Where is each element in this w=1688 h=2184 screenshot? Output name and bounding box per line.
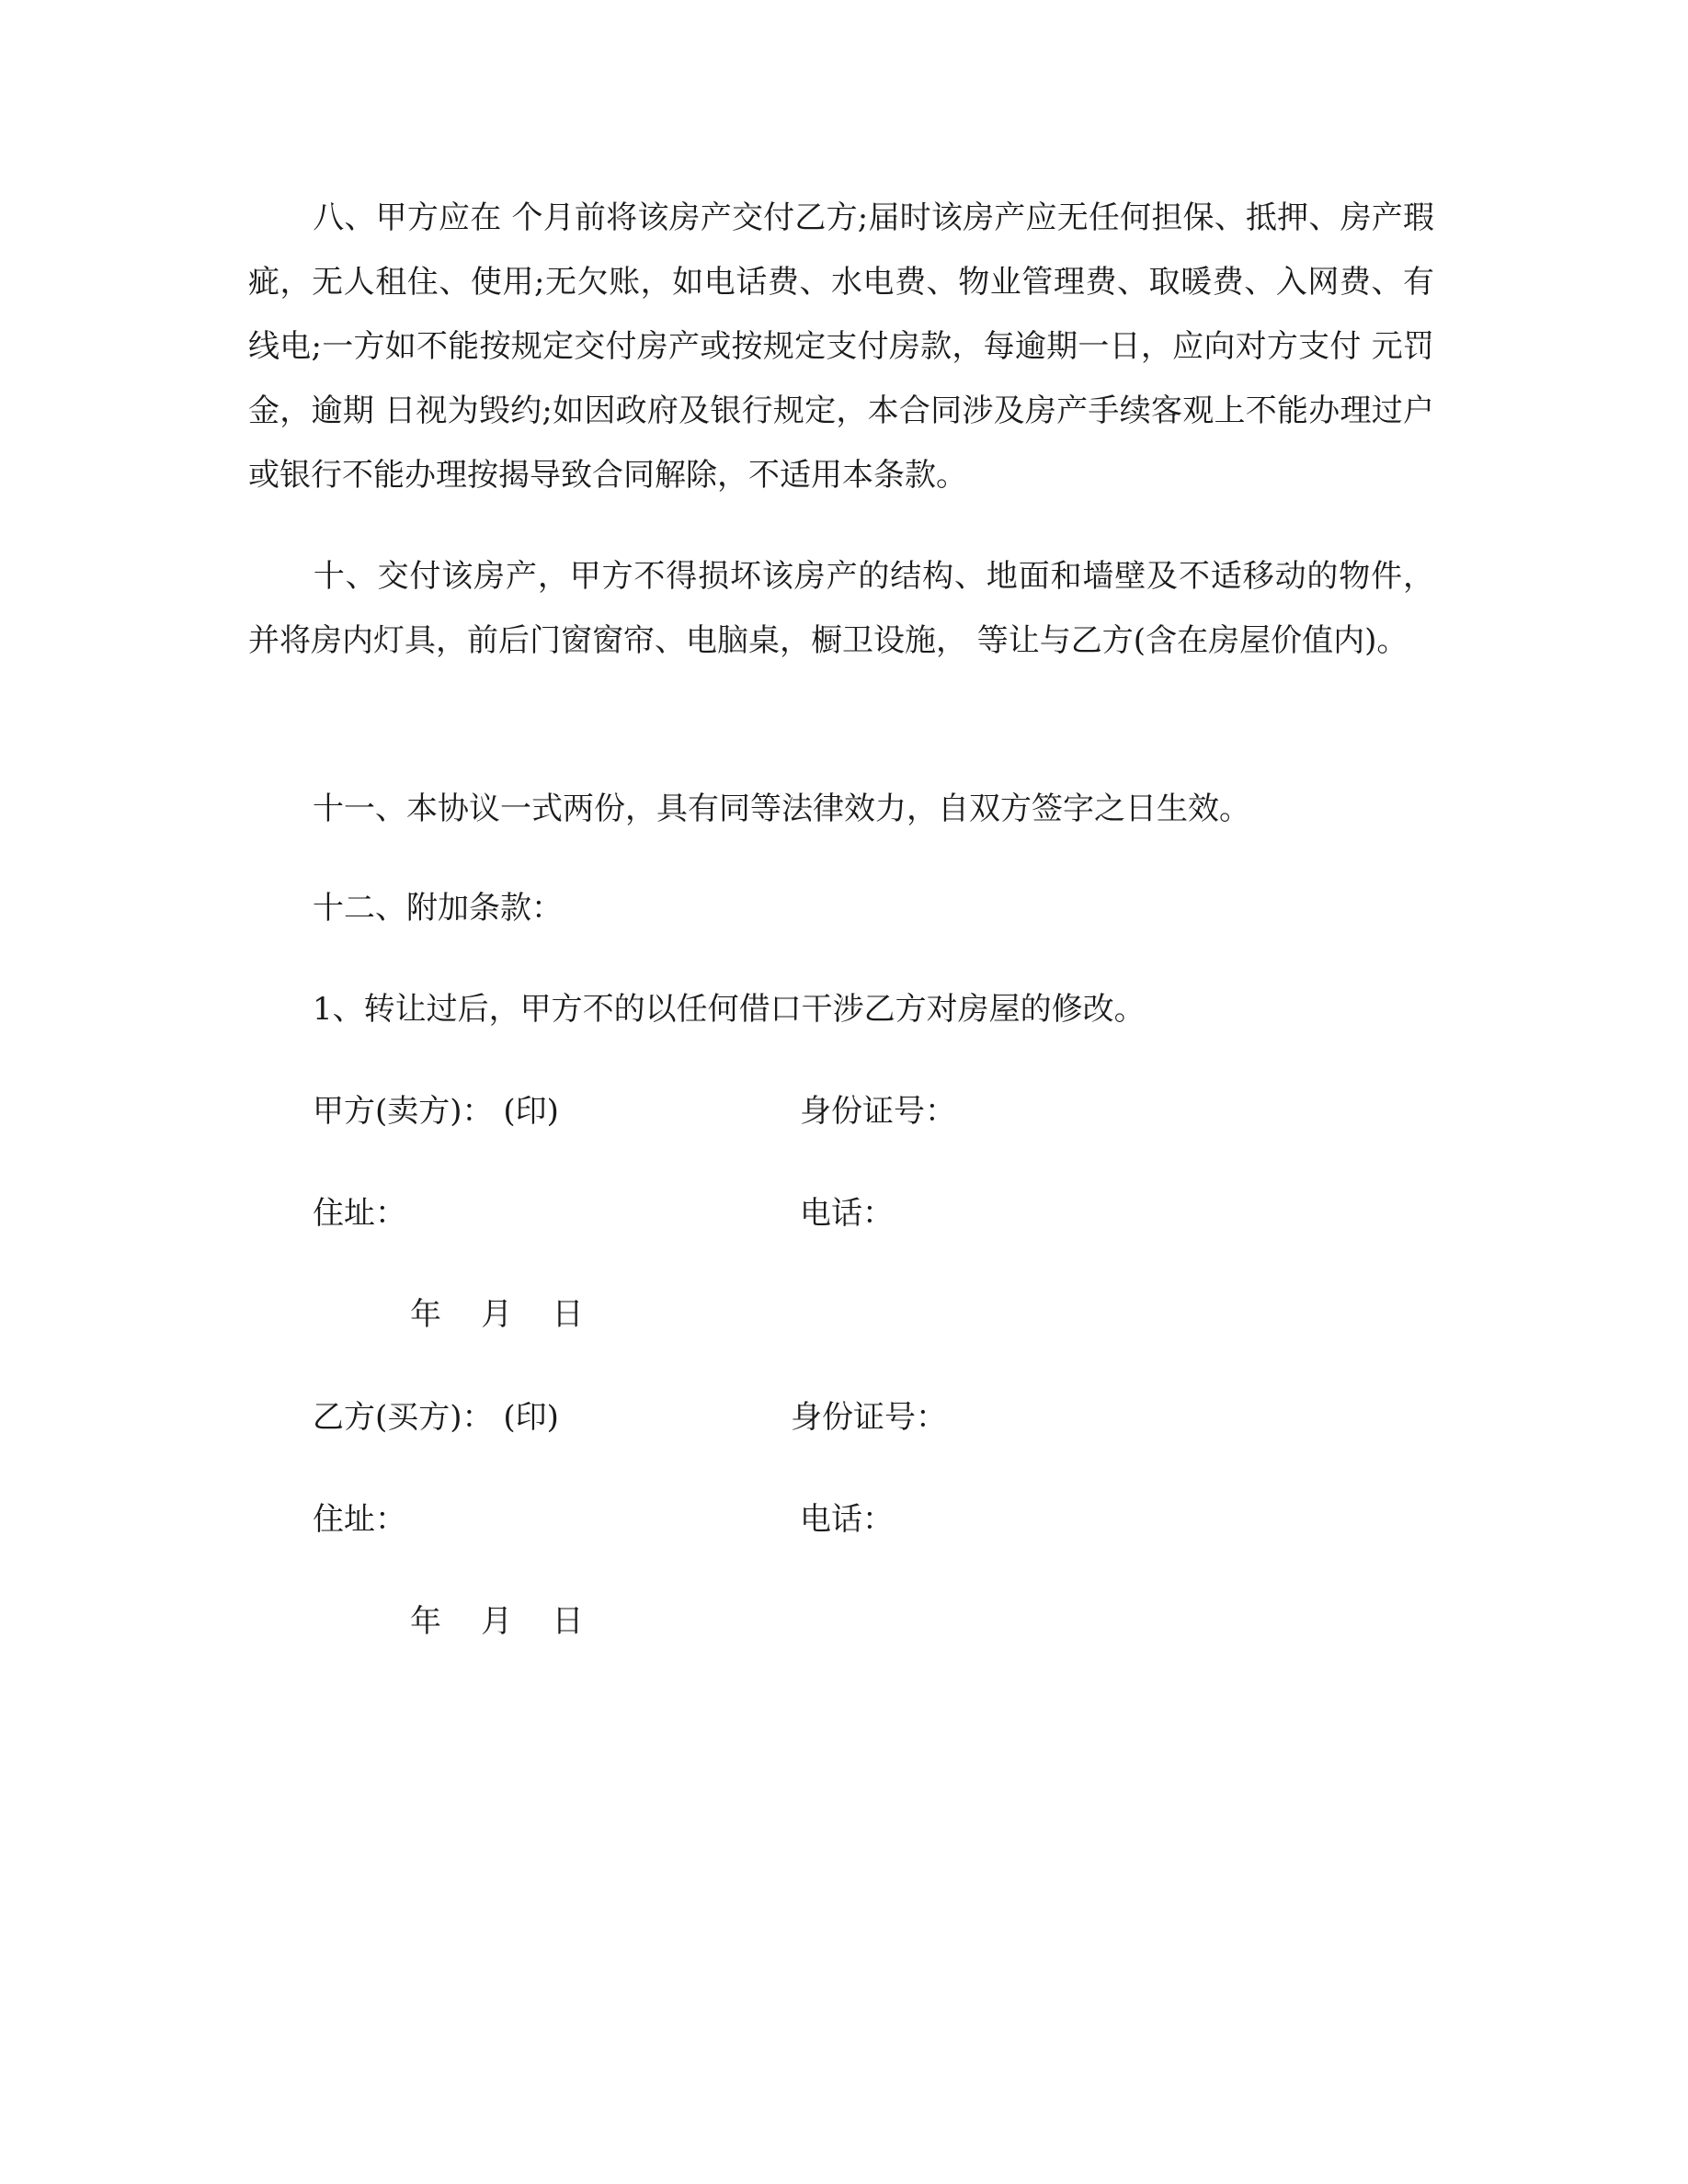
clause-8-paragraph [248, 186, 1434, 507]
clause-8-text: 八、甲方应在 个月前将该房产交付乙方;届时该房产应无任何担保、抵押、房产瑕疵，无人租住、使用;无欠账，如电话费、水电费、物业管理费、取暖费、入网费、有线电;一方如不能按规定交付房产或按规定支付房款，每逾期一日，应向对方支付 元罚金，逾期 日视为毁约;如因政府及银行规定，本合同涉及房产手续客观上不能办理过户或银行不能办理按揭导致合同解除，不适用本条款。 [248, 199, 1434, 494]
clause-11-text: 十一、本协议一式两份，具有同等法律效力，自双方签字之日生效。 [313, 791, 1250, 827]
clause-10-paragraph [248, 544, 1434, 673]
party-b-date: 年 月 日 [410, 1603, 584, 1640]
party-b-phone-label: 电话： [800, 1501, 894, 1538]
party-a-label: 甲方(卖方)： (印) [313, 1093, 559, 1130]
party-a-id-label: 身份证号： [800, 1093, 956, 1130]
party-a-phone-label: 电话： [800, 1195, 894, 1232]
party-b-label: 乙方(买方)： (印) [313, 1399, 559, 1436]
party-a-date: 年 月 日 [410, 1296, 584, 1333]
party-b-address-label: 住址： [313, 1501, 406, 1538]
clause-12-heading: 十二、附加条款： [313, 890, 563, 927]
party-b-id-label: 身份证号： [791, 1399, 947, 1436]
clause-10-text: 十、交付该房产，甲方不得损坏该房产的结构、地面和墙壁及不适移动的物件，并将房内灯具，前后门窗窗帘、电脑桌，橱卫设施， 等让与乙方(含在房屋价值内)。 [248, 558, 1434, 659]
clause-12-item-1: 1、转让过后，甲方不的以任何借口干涉乙方对房屋的修改。 [313, 991, 1146, 1028]
party-a-address-label: 住址： [313, 1195, 406, 1232]
